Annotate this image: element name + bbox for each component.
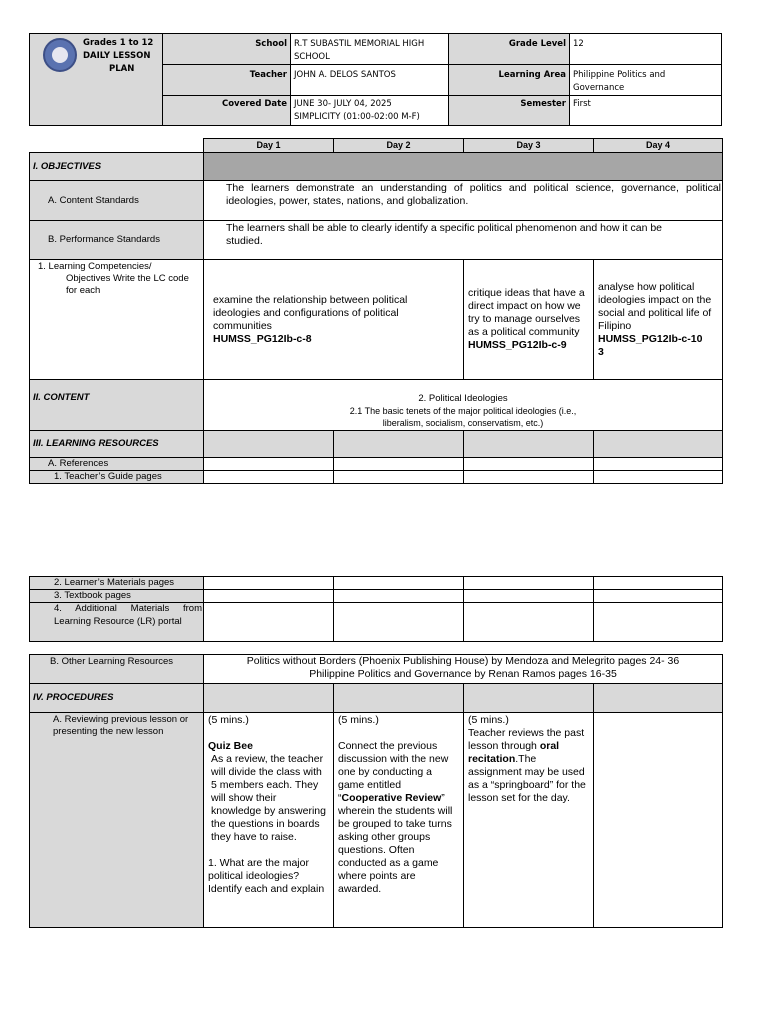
lc-label-line1: 1. Learning Competencies/ xyxy=(38,261,152,272)
a-day2-time: (5 mins.) xyxy=(338,714,379,726)
res-day1 xyxy=(204,431,334,458)
procedure-a-day2 xyxy=(334,713,464,928)
a-day1-question: 1. What are the major political ideologies? Identify each and explain xyxy=(208,857,325,895)
lc-day4-code2: 3 xyxy=(598,345,604,358)
lesson-table-procedures xyxy=(29,654,723,928)
title-line-2: DAILY LESSON xyxy=(83,51,151,61)
a-day3-time: (5 mins.) xyxy=(468,714,509,726)
objectives-heading: I. OBJECTIVES xyxy=(30,153,204,181)
references-label: A. References xyxy=(30,458,204,471)
day-2-header: Day 2 xyxy=(334,139,464,153)
a-day2-text-a: Connect the previous discussion with the new one by conducting a game entitled “ xyxy=(338,740,449,804)
lesson-table-resources xyxy=(29,576,723,642)
date-value-2: SIMPLICITY (01:00-02:00 M-F) xyxy=(294,112,420,122)
semester-label: Semester xyxy=(449,96,570,126)
other-resources-line2: Philippine Politics and Governance by Renan Ramos pages 16-35 xyxy=(309,668,617,680)
school-label: School xyxy=(163,34,291,65)
lesson-table-top xyxy=(29,138,723,484)
lc-day3-text: critique ideas that have a direct impact on how we try to manage ourselves as a political community xyxy=(468,287,585,338)
procedure-a-day4 xyxy=(594,713,723,928)
grade-value: 12 xyxy=(570,34,722,65)
lc-day1-code: HUMSS_PG12Ib-c-8 xyxy=(213,332,312,345)
date-value-1: JUNE 30- JULY 04, 2025 xyxy=(294,99,392,109)
objectives-bar xyxy=(204,153,723,181)
lc-day1-text: examine the relationship between political ideologies and configurations of political communities xyxy=(213,293,408,332)
date-value xyxy=(291,96,449,126)
dlp-title-cell xyxy=(30,34,163,126)
teacher-label: Teacher xyxy=(163,65,291,96)
other-resources-label: B. Other Learning Resources xyxy=(30,655,204,684)
procedures-heading: IV. PROCEDURES xyxy=(30,684,204,713)
content-standards-label: A. Content Standards xyxy=(30,181,204,221)
a-day2-text-b: ” wherein the students will be grouped to take turns asking other groups questions. Often conducted as a game where points are awarded. xyxy=(338,792,453,895)
area-label: Learning Area xyxy=(449,65,570,96)
a-day1-time: (5 mins.) xyxy=(208,714,249,726)
a-day3-bold: oral recitation xyxy=(468,740,560,765)
performance-standards-label: B. Performance Standards xyxy=(30,221,204,260)
procedure-a-day3 xyxy=(464,713,594,928)
header-table xyxy=(29,33,722,126)
other-resources-text xyxy=(204,655,723,684)
semester-value: First xyxy=(570,96,722,126)
content-line2: 2.1 The basic tenets of the major political ideologies (i.e., liberalism, socialism, conservatism, etc.) xyxy=(349,406,577,428)
a-day2-bold: Cooperative Review xyxy=(341,792,442,804)
content-line1: 2. Political Ideologies xyxy=(418,393,508,404)
school-value: R.T SUBASTIL MEMORIAL HIGH SCHOOL xyxy=(291,34,449,65)
a-day3-text-b: .The assignment may be used as a “springboard” for the lesson set for the day. xyxy=(468,753,586,804)
date-label: Covered Date xyxy=(163,96,291,126)
a-day1-text: As a review, the teacher will divide the class with 5 members each. They will show their knowledge by answering the questions in boards they have to raise. xyxy=(211,753,326,843)
lc-day4-text: analyse how political ideologies impact on the social and political life of Filipino xyxy=(598,280,712,332)
a-day1-title: Quiz Bee xyxy=(208,740,253,752)
performance-standards-text: The learners shall be able to clearly identify a specific political phenomenon and how it can be studied. xyxy=(204,221,723,260)
textbook-label: 3. Textbook pages xyxy=(30,590,204,603)
a-day3-text xyxy=(468,727,589,805)
procedure-a-label xyxy=(30,713,204,928)
teachers-guide-label: 1. Teacher’s Guide pages xyxy=(30,471,204,484)
lc-day1 xyxy=(204,260,464,380)
res-day4 xyxy=(594,431,723,458)
other-resources-line1: Politics without Borders (Phoenix Publishing House) by Mendoza and Melegrito pages 24- 36 xyxy=(246,655,680,667)
procedure-a-day1 xyxy=(204,713,334,928)
resources-heading: III. LEARNING RESOURCES xyxy=(30,431,204,458)
a-day3-text-a: Teacher reviews the past lesson through xyxy=(468,727,585,752)
content-cell xyxy=(204,380,723,431)
res-day2 xyxy=(334,431,464,458)
lc-day4 xyxy=(594,260,723,380)
title-line-1: Grades 1 to 12 xyxy=(83,38,154,48)
title-line-3: PLAN xyxy=(109,64,135,74)
day-1-header: Day 1 xyxy=(204,139,334,153)
content-standards-text: The learners demonstrate an understanding of politics and political science, governance, political ideologies, power, states, nations, and globalization. xyxy=(204,181,723,221)
res-day3 xyxy=(464,431,594,458)
lc-day3 xyxy=(464,260,594,380)
blank-corner xyxy=(30,139,204,153)
grade-label: Grade Level xyxy=(449,34,570,65)
deped-seal-icon xyxy=(43,38,77,72)
day-4-header: Day 4 xyxy=(594,139,723,153)
lc-day3-code: HUMSS_PG12Ib-c-9 xyxy=(468,339,567,351)
a-day2-text xyxy=(338,740,459,896)
lc-day4-code: HUMSS_PG12Ib-c-10 xyxy=(598,332,703,345)
lc-label-line2: Objectives Write the LC code for each xyxy=(66,273,189,296)
learners-materials-label: 2. Learner’s Materials pages xyxy=(30,577,204,590)
teacher-value: JOHN A. DELOS SANTOS xyxy=(291,65,449,96)
procedure-a-text: A. Reviewing previous lesson or presenting the new lesson xyxy=(53,714,189,737)
area-value: Philippine Politics and Governance xyxy=(570,65,722,96)
day-3-header: Day 3 xyxy=(464,139,594,153)
content-heading: II. CONTENT xyxy=(30,380,204,431)
additional-materials-label: 4. Additional Materials from Learning Resource (LR) portal xyxy=(30,603,204,642)
learning-competencies-label xyxy=(30,260,204,380)
